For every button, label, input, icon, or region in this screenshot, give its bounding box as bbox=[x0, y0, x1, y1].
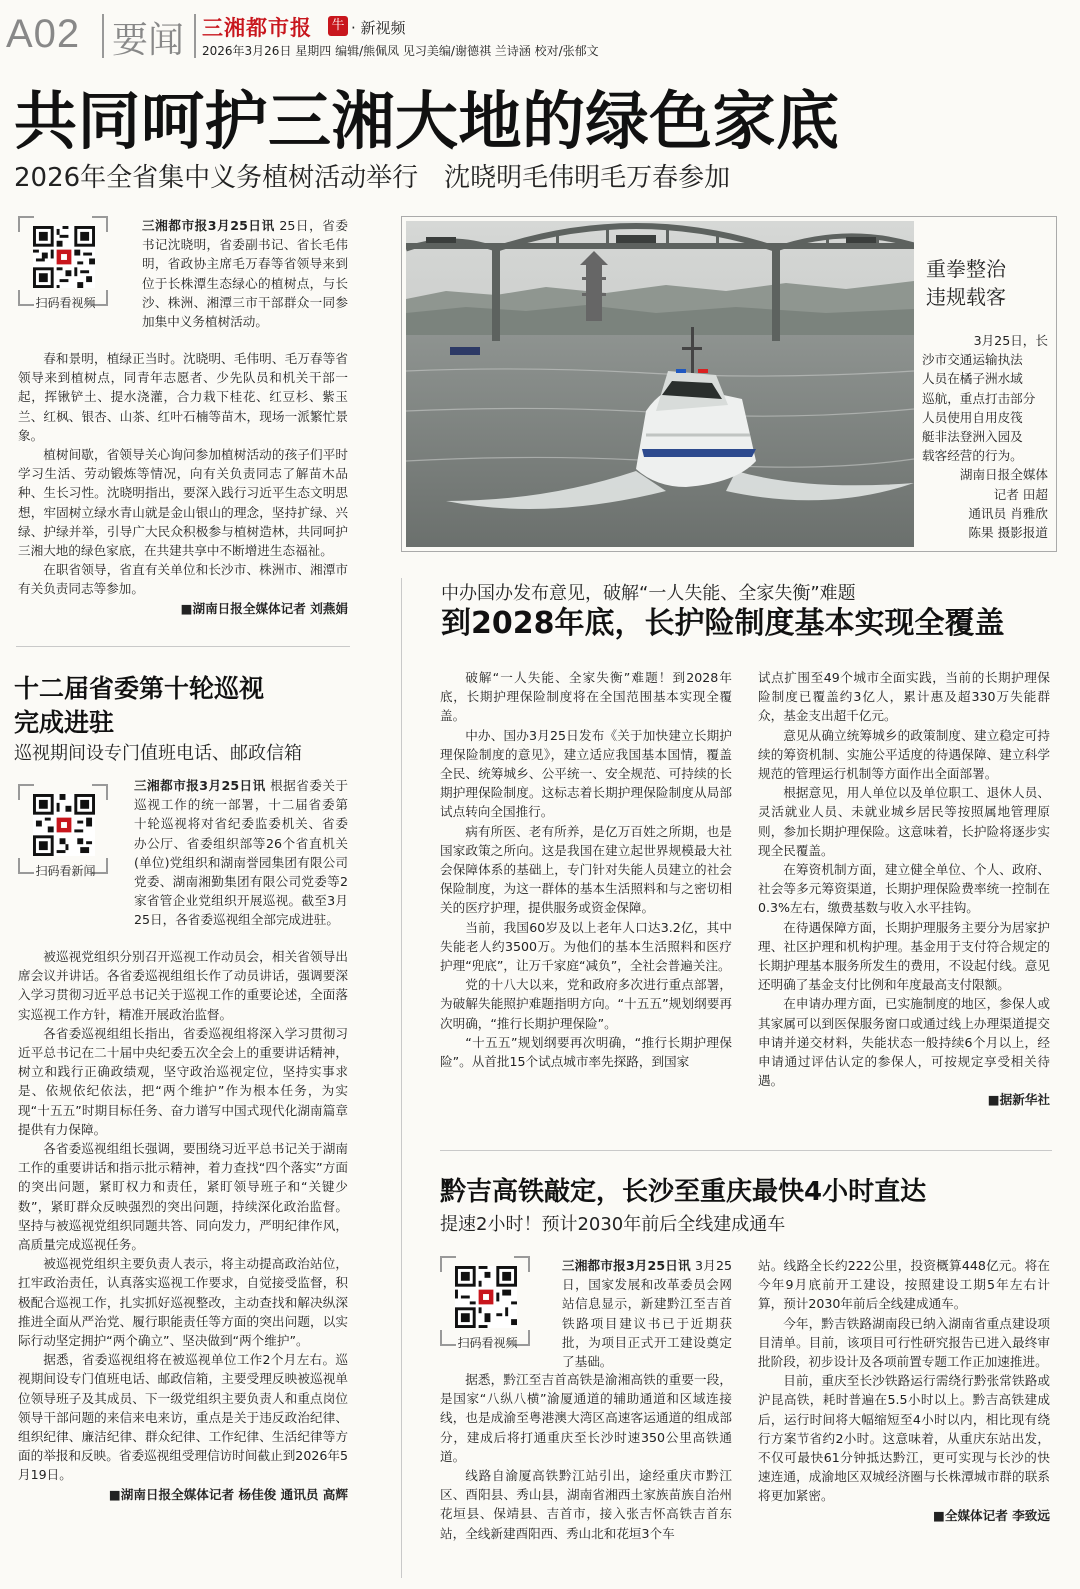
rail-subtitle: 提速2小时！预计2030年前后全线建成通车 bbox=[440, 1214, 786, 1235]
qr-label: 扫码看视频 bbox=[457, 1336, 518, 1350]
qr-label: 扫码看新闻 bbox=[35, 864, 96, 878]
inspection-body-top bbox=[134, 776, 348, 930]
credit-line: 通讯员 肖雅欣 bbox=[968, 505, 1048, 521]
rail-para: 线路自渝厦高铁黔江站引出，途经重庆市黔江区、酉阳县、秀山县，湖南省湘西土家族苗族自治州花垣县、保靖县、吉首市，接入张吉怀高铁吉首东站，全线新建酉阳西、秀山北和花垣3个车 bbox=[440, 1468, 732, 1541]
lead-para-2: 植树间歇，省领导关心询问参加植树活动的孩子们平时学习生活、劳动锻炼等情况，向有关负责同志了解苗木品种、生长习性。沈晓明指出，要深入践行习近平生态文明思想，牢固树立绿水青山就是金山银山的理念，坚持扩绿、兴绿、护绿并举，引导广大民众积极参与植树造林，共同呵护三湘大地的绿色家底，在共建共享中不断增进生态福祉。 bbox=[18, 447, 348, 559]
column-rule bbox=[401, 578, 402, 1578]
lead-para-3: 在职省领导，省直有关单位和长沙市、株洲市、湘潭市有关负责同志等参加。 bbox=[18, 562, 348, 597]
inspection-first-para bbox=[134, 776, 348, 930]
inspection-subtitle: 巡视期间设专门值班电话、邮政信箱 bbox=[14, 743, 302, 764]
ltc-para: 病有所医、老有所养，是亿万百姓之所期，也是国家政策之所向。这是我国在建立起世界规模最大社会保障体系的基础上，专门针对失能人员建立的社会保险制度，为这一群体的基本生活照料和与之密切相关的医疗护理，提供服务或资金保障。 bbox=[440, 823, 732, 916]
ltc-para: “十五五”规划纲要再次明确，“推行长期护理保险”。从首批15个试点城市率先探路，到国家 bbox=[440, 1034, 732, 1070]
section-rule bbox=[16, 646, 350, 647]
qr-label: 扫码看视频 bbox=[35, 296, 96, 310]
rail-dateline: 三湘都市报3月25日讯 bbox=[562, 1258, 691, 1273]
partner-logo-icon: 牛 bbox=[328, 16, 348, 36]
photo-patrol-boat bbox=[406, 221, 914, 547]
credit-line: 湖南日报全媒体 bbox=[959, 467, 1048, 483]
ltc-signature: ■据新华社 bbox=[987, 1092, 1050, 1108]
rail-para: 目前，重庆至长沙铁路运行需绕行黔张常铁路或沪昆高铁，耗时普遍在5.5小时以上。黔吉高铁建成后，运行时间将大幅缩短至4小时以内，相比现有绕行方案节省约2小时。这意味着，从重庆东站出发，不仅可最快61分钟抵达黔江，更可实现与长沙的快速连通，成渝地区双城经济圈与长株潭城市群的联系将更加紧密。 bbox=[758, 1373, 1050, 1504]
rail-para: 站。线路全长约222公里，投资概算448亿元。将在今年9月底前开工建设，按照建设工期5年左右计算，预计2030年前后全线建成通车。 bbox=[758, 1258, 1050, 1312]
ltc-title: 到2028年底，长护险制度基本实现全覆盖 bbox=[441, 606, 1005, 641]
qr-code-icon[interactable] bbox=[33, 226, 95, 288]
header-divider-2 bbox=[194, 14, 196, 58]
ltc-para: 中办、国办3月25日发布《关于加快建立长期护理保险制度的意见》，建立适应我国基本国情，覆盖全民、统筹城乡、公平统一、安全规范、可持续的长期护理保险制度。这标志着长期护理保险制度从局部试点转向全国推行。 bbox=[440, 727, 732, 820]
rail-signature: ■全媒体记者 李致远 bbox=[932, 1507, 1050, 1523]
ltc-para: 党的十八大以来，党和政府多次进行重点部署，为破解失能照护难题指明方向。“十五五”规划纲要再次明确，“推行长期护理保险”。 bbox=[440, 977, 732, 1031]
ltc-para: 试点扩围至49个城市全面实践，当前的长期护理保险制度已覆盖约3亿人，累计惠及超330万失能群众，基金支出超千亿元。 bbox=[758, 670, 1050, 724]
caption-line: 载客经营的行为。 bbox=[922, 448, 1023, 464]
ltc-para: 根据意见，用人单位以及单位职工、退休人员、灵活就业人员、未就业城乡居民等按照属地管理原则，参加长期护理保险。这意味着，长护险将逐步实现全民覆盖。 bbox=[758, 785, 1050, 858]
lead-body-top bbox=[142, 216, 348, 331]
lead-signature: ■湖南日报全媒体记者 刘燕娟 bbox=[180, 600, 348, 616]
photo-title bbox=[926, 255, 1006, 311]
inspection-para-4: 被巡视党组织主要负责人表示，将主动提高政治站位，扛牢政治责任，认真落实巡视工作要求，自觉接受监督，积极配合巡视工作，扎实抓好巡视整改，主动查找和解决纵深推进全面从严治党、履行职能责任等方面的突出问题，以实际行动坚定拥护“两个确立”、坚决做到“两个维护”。 bbox=[18, 1256, 348, 1349]
header-divider bbox=[102, 14, 104, 58]
rail-para: 据悉，黔江至吉首高铁是渝湘高铁的重要一段，是国家“八纵八横”渝厦通道的辅助通道和区域连接线，也是成渝至粤港澳大湾区高速客运通道的组成部分，建成后将打通重庆至长沙时速350公里高铁通道。 bbox=[440, 1372, 732, 1464]
caption-line: 人员在橘子洲水域 bbox=[922, 371, 1023, 387]
ltc-col-1 bbox=[440, 668, 732, 1071]
caption-line: 3月25日，长 bbox=[973, 333, 1048, 348]
inspection-first-para-text: 根据省委关于巡视工作的统一部署，十二届省委第十轮巡视将对省纪委监委机关、省委办公厅、省委组织部等26个省直机关(单位)党组织和湖南誉园集团有限公司党委、湖南湘勤集团有限公司党委等2家省管企业党组织开展巡视。截至3月25日，各省委巡视组全部完成进驻。 bbox=[134, 778, 348, 928]
inspection-title-line2: 完成进驻 bbox=[14, 708, 115, 737]
caption-line: 沙市交通运输执法 bbox=[922, 352, 1023, 368]
credit-line: 陈果 摄影报道 bbox=[968, 525, 1048, 541]
lead-body bbox=[18, 349, 348, 618]
inspection-signature: ■湖南日报全媒体记者 杨佳俊 通讯员 高辉 bbox=[108, 1486, 348, 1502]
inspection-body bbox=[18, 947, 348, 1504]
inspection-dateline: 三湘都市报3月25日讯 bbox=[134, 778, 266, 793]
ltc-para: 在筹资机制方面，建立健全单位、个人、政府、社会等多元筹资渠道，长期护理保险费率统一控制在0.3%左右，缴费基数与收入水平挂钩。 bbox=[758, 862, 1050, 916]
rail-col-1 bbox=[440, 1370, 732, 1543]
ltc-col-2 bbox=[758, 668, 1050, 1110]
ltc-para: 当前，我国60岁及以上老年人口达3.2亿，其中失能老人约3500万。为他们的基本生活照料和医疗护理“兜底”，让万千家庭“减负”，全社会普遍关注。 bbox=[440, 919, 732, 974]
credit-line: 记者 田超 bbox=[993, 486, 1048, 502]
inspection-title bbox=[14, 672, 264, 740]
rail-title: 黔吉高铁敲定，长沙至重庆最快4小时直达 bbox=[440, 1177, 927, 1207]
lead-para-1: 春和景明，植绿正当时。沈晓明、毛伟明、毛万春等省领导来到植树点，同青年志愿者、少先队员和机关干部一起，挥锹铲土、提水浇灌，合力栽下桂花、红豆杉、紫玉兰、红枫、银杏、山茶、红叶石楠等苗木，现场一派繁忙景象。 bbox=[18, 351, 348, 443]
caption-line: 人员使用自用皮筏 bbox=[922, 409, 1023, 425]
ltc-para: 破解“一人失能、全家失衡”难题！到2028年底，长期护理保险制度将在全国范围基本实现全覆盖。 bbox=[440, 670, 732, 724]
ltc-para: 在待遇保障方面，长期护理服务主要分为居家护理、社区护理和机构护理。基金用于支付符合规定的长期护理基本服务所发生的费用，不设起付线。意见还明确了基金支付比例和年度最高支付限额。 bbox=[758, 919, 1050, 993]
lead-title: 共同呵护三湘大地的绿色家底 bbox=[14, 85, 840, 158]
paper-logo: 三湘都市报 bbox=[202, 16, 312, 40]
lead-subtitle: 2026年全省集中义务植树活动举行 沈晓明毛伟明毛万春参加 bbox=[14, 163, 731, 193]
qr-code-icon[interactable] bbox=[33, 794, 95, 856]
page-number: A02 bbox=[6, 12, 81, 56]
photo-title-line1: 重拳整治 bbox=[926, 257, 1006, 281]
caption-line: 艇非法登洲入园及 bbox=[922, 429, 1023, 445]
photo-frame bbox=[401, 216, 1057, 552]
header-meta: 2026年3月26日 星期四 编辑/熊佩凤 见习美编/谢德祺 兰诗涵 校对/张郁文 bbox=[202, 44, 599, 58]
caption-line: 巡航，重点打击部分 bbox=[922, 390, 1036, 406]
rail-first-para-text: 3月25日，国家发展和改革委员会网站信息显示，新建黔江至吉首铁路项目建议书已于近期获批，为项目正式开工建设奠定了基础。 bbox=[562, 1258, 732, 1370]
rail-body-top bbox=[562, 1256, 732, 1371]
qr-code-icon[interactable] bbox=[455, 1266, 517, 1328]
lead-dateline: 三湘都市报3月25日讯 bbox=[142, 218, 275, 233]
section-name: 要闻 bbox=[112, 20, 185, 61]
inspection-para-1: 被巡视党组织分别召开巡视工作动员会，相关省领导出席会议并讲话。各省委巡视组组长作了动员讲话，强调要深入学习贯彻习近平总书记关于巡视工作的重要论述，全面落实巡视工作方针，精准开展政治监督。 bbox=[18, 949, 348, 1022]
inspection-title-line1: 十二届省委第十轮巡视 bbox=[14, 674, 265, 703]
inspection-para-3: 各省委巡视组组长强调，要围绕习近平总书记关于湖南工作的重要讲话和指示批示精神，着力查找“四个落实”方面的突出问题，紧盯权力和责任，紧盯领导班子和“关键少数”，紧盯群众反映强烈的突出问题，持续深化政治监督。坚持与被巡视党组织同题共答、同向发力，严明纪律作风，高质量完成巡视任务。 bbox=[18, 1141, 348, 1253]
lead-first-para bbox=[142, 216, 348, 331]
rail-col-2 bbox=[758, 1256, 1050, 1525]
photo-caption bbox=[922, 331, 1048, 542]
partner-name: · 新视频 bbox=[351, 19, 406, 37]
lead-first-para-text: 25日，省委书记沈晓明，省委副书记、省长毛伟明，省政协主席毛万春等省领导来到位于长株潭生态绿心的植树点，与长沙、株洲、湘潭三市干部群众一同参加集中义务植树活动。 bbox=[142, 218, 348, 330]
rail-para: 今年，黔吉铁路湖南段已纳入湖南省重点建设项目清单。目前，该项目可行性研究报告已进入最终审批阶段，初步设计及各项前置专题工作正加速推进。 bbox=[758, 1315, 1050, 1370]
ltc-kicker: 中办国办发布意见，破解“一人失能、全家失衡”难题 bbox=[441, 583, 856, 604]
photo-title-line2: 违规载客 bbox=[926, 285, 1006, 309]
page-header bbox=[0, 0, 1080, 72]
inspection-para-2: 各省委巡视组组长指出，省委巡视组将深入学习贯彻习近平总书记在二十届中央纪委五次全会上的重要讲话精神，树立和践行正确政绩观，坚守政治巡视定位，坚持实事求是、依规依纪依法，把“两个维护”作为根本任务，为实现“十五五”时期目标任务、奋力谱写中国式现代化湖南篇章提供有力保障。 bbox=[18, 1025, 348, 1137]
inspection-para-5: 据悉，省委巡视组将在被巡视单位工作2个月左右。巡视期间设专门值班电话、邮政信箱，主要受理反映被巡视单位领导班子及其成员、下一级党组织主要负责人和重点岗位领导干部问题的来信来电来访，重点是关于违反政治纪律、组织纪律、廉洁纪律、群众纪律、工作纪律、生活纪律等方面的举报和反映。省委巡视组受理信访时间截止到2026年5月19日。 bbox=[18, 1352, 348, 1483]
rail-first-para bbox=[562, 1256, 732, 1371]
section-rule bbox=[440, 1150, 1052, 1151]
ltc-para: 意见从确立统筹城乡的政策制度、建立稳定可持续的筹资机制、实施公平适度的待遇保障、建立科学规范的管理运行机制等方面作出全面部署。 bbox=[758, 727, 1050, 782]
ltc-para: 在申请办理方面，已实施制度的地区，参保人或其家属可以到医保服务窗口或通过线上办理渠道提交申请并递交材料，失能状态一般持续6个月以上，经申请通过评估认定的参保人，可按规定享受相关待遇。 bbox=[758, 996, 1050, 1089]
